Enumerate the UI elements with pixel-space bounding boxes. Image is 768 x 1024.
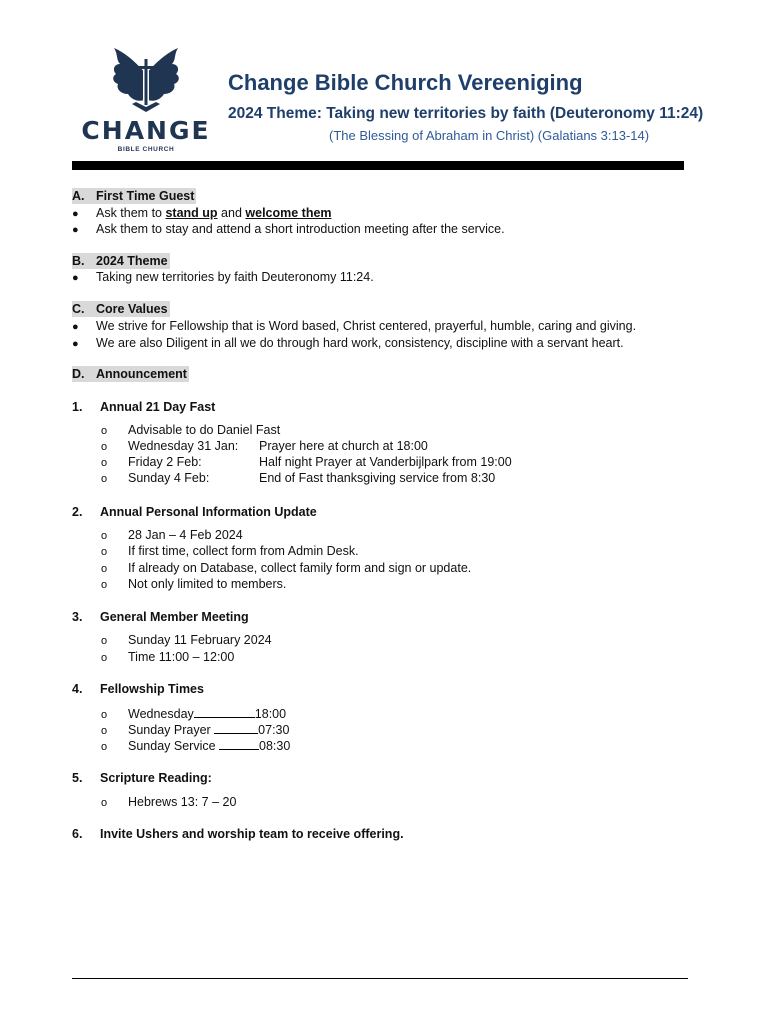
church-logo <box>76 44 216 156</box>
list-item: o Time 11:00 – 12:00 <box>101 650 235 664</box>
logo-subtitle: BIBLE CHURCH <box>117 146 175 153</box>
circle-bullet-icon: o <box>101 652 108 664</box>
bullet-icon: ● <box>72 208 79 220</box>
list-item: o If first time, collect form from Admin Desk. <box>101 544 359 558</box>
list-item: o Sunday 11 February 2024 <box>101 633 272 647</box>
list-item: ● Ask them to stay and attend a short introduction meeting after the service. <box>72 222 505 236</box>
list-item: ● Taking new territories by faith Deuteronomy 11:24. <box>72 270 374 284</box>
circle-bullet-icon: o <box>101 563 108 575</box>
blessing-line: (The Blessing of Abraham in Christ) (Galatians 3:13-14) <box>329 128 650 143</box>
announcement-heading: 4. Fellowship Times <box>72 682 204 696</box>
list-item: o 28 Jan – 4 Feb 2024 <box>101 528 243 542</box>
footer-divider <box>72 978 688 979</box>
circle-bullet-icon: o <box>101 797 108 809</box>
list-item: o Sunday Service 08:30 <box>101 739 291 753</box>
list-item: o Friday 2 Feb: Half night Prayer at Vanderbijlpark from 19:00 <box>101 455 512 469</box>
circle-bullet-icon: o <box>101 725 108 737</box>
theme-line: 2024 Theme: Taking new territories by faith (Deuteronomy 11:24) <box>228 105 704 122</box>
announcement-heading: 3. General Member Meeting <box>72 610 249 624</box>
circle-bullet-icon: o <box>101 457 108 469</box>
list-item: o Wednesday 18:00 <box>101 707 287 721</box>
list-item: o Sunday 4 Feb: End of Fast thanksgiving service from 8:30 <box>101 471 496 485</box>
bullet-icon: ● <box>72 321 79 333</box>
list-item: o Sunday Prayer 07:30 <box>101 723 290 737</box>
list-item: ● Ask them to stand up and welcome them <box>72 206 332 220</box>
winged-cross-icon <box>76 44 216 116</box>
circle-bullet-icon: o <box>101 425 108 437</box>
church-title: Change Bible Church Vereeniging <box>228 70 583 95</box>
circle-bullet-icon: o <box>101 441 108 453</box>
circle-bullet-icon: o <box>101 473 108 485</box>
circle-bullet-icon: o <box>101 546 108 558</box>
bullet-icon: ● <box>72 224 79 236</box>
announcement-heading: 6. Invite Ushers and worship team to receive offering. <box>72 827 404 841</box>
list-item: o Advisable to do Daniel Fast <box>101 423 281 437</box>
announcement-heading: 5. Scripture Reading: <box>72 771 212 785</box>
circle-bullet-icon: o <box>101 741 108 753</box>
logo-wordmark: CHANGE <box>81 116 211 145</box>
list-item: ● We are also Diligent in all we do through hard work, consistency, discipline with a servant heart. <box>72 336 624 350</box>
list-item: o Not only limited to members. <box>101 577 287 591</box>
circle-bullet-icon: o <box>101 635 108 647</box>
circle-bullet-icon: o <box>101 530 108 542</box>
circle-bullet-icon: o <box>101 709 108 721</box>
list-item: o Wednesday 31 Jan: Prayer here at church at 18:00 <box>101 439 428 453</box>
announcement-heading: 1. Annual 21 Day Fast <box>72 400 216 414</box>
list-item: o If already on Database, collect family form and sign or update. <box>101 561 472 575</box>
list-item: o Hebrews 13: 7 – 20 <box>101 795 237 809</box>
section-d-heading: D. Announcement <box>72 367 187 381</box>
circle-bullet-icon: o <box>101 579 108 591</box>
bullet-icon: ● <box>72 338 79 350</box>
header-divider <box>72 161 684 170</box>
announcement-heading: 2. Annual Personal Information Update <box>72 505 317 519</box>
bullet-icon: ● <box>72 272 79 284</box>
section-b-heading: B. 2024 Theme <box>72 254 168 268</box>
list-item: ● We strive for Fellowship that is Word based, Christ centered, prayerful, humble, caring and giving. <box>72 319 637 333</box>
section-c-heading: C. Core Values <box>72 302 168 316</box>
section-a-heading: A. First Time Guest <box>72 189 195 203</box>
